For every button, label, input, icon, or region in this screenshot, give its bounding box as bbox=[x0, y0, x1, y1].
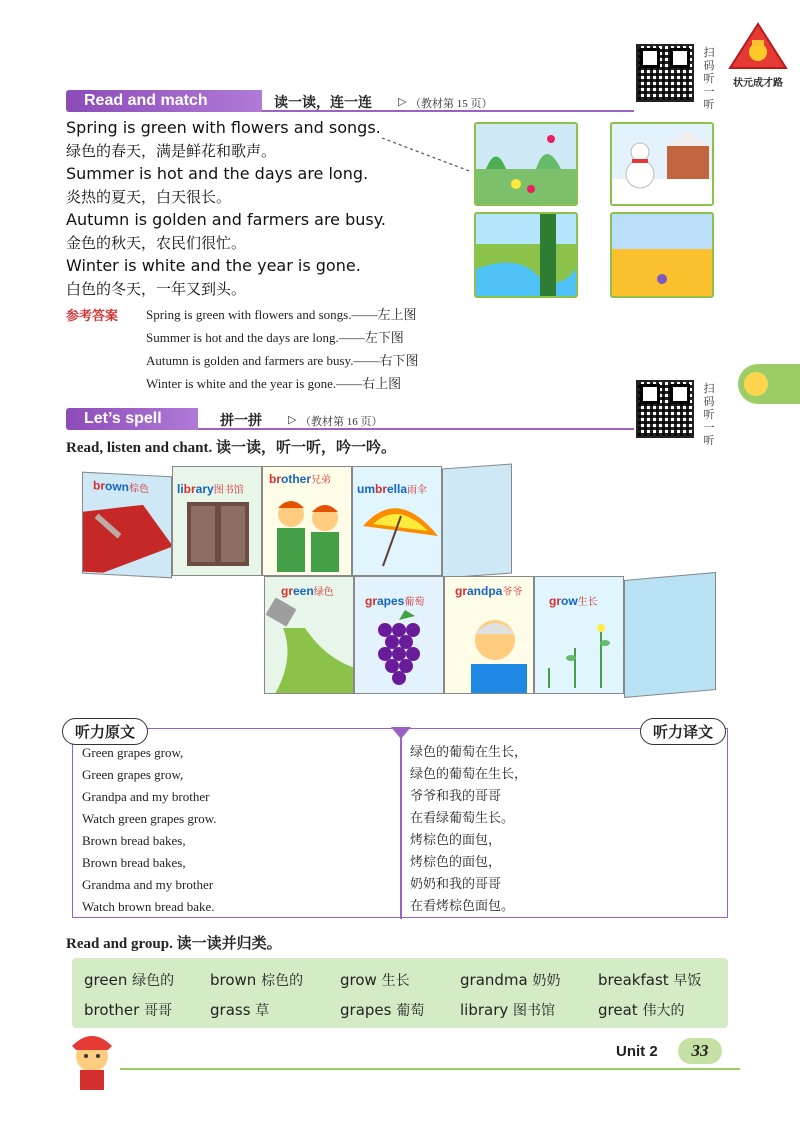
sentence-cn: 金色的秋天，农民们很忙。 bbox=[66, 234, 247, 252]
section-divider bbox=[198, 428, 634, 430]
panel-grapes[interactable]: grapes葡萄 bbox=[354, 576, 444, 694]
publisher-logo bbox=[728, 22, 788, 89]
qr-code-2[interactable] bbox=[636, 380, 694, 438]
word-item: grass 草 bbox=[210, 1001, 270, 1019]
panel-blank-flap bbox=[624, 572, 716, 698]
scan-label-1: 扫 码 听 一 听 bbox=[703, 46, 715, 111]
word-item: brown 棕色的 bbox=[210, 971, 304, 989]
original-line: Watch green grapes grow. bbox=[82, 811, 217, 826]
translation-line: 烤棕色的面包， bbox=[410, 833, 502, 848]
answer-label: 参考答案 bbox=[66, 309, 119, 324]
word-item: grapes 葡萄 bbox=[340, 1001, 425, 1019]
word-item: library 图书馆 bbox=[460, 1001, 556, 1019]
winter-picture[interactable] bbox=[610, 122, 714, 206]
divider-arrow bbox=[391, 727, 411, 739]
panel-blank-flap bbox=[442, 464, 512, 579]
original-line: Grandma and my brother bbox=[82, 877, 214, 892]
summer-picture[interactable] bbox=[474, 212, 578, 298]
translation-label: 听力译文 bbox=[640, 718, 726, 745]
footer-mascot bbox=[58, 1030, 128, 1092]
section-cn-title: 读一读，连一连 bbox=[274, 95, 372, 111]
autumn-picture[interactable] bbox=[610, 212, 714, 298]
sentence-cn: 炎热的夏天，白天很长。 bbox=[66, 188, 232, 206]
sentence-cn: 绿色的春天，满是鲜花和歌声。 bbox=[66, 142, 277, 160]
translation-line: 在看烤棕色面包。 bbox=[410, 899, 515, 914]
word-item: grow 生长 bbox=[340, 971, 410, 989]
translation-line: 烤棕色的面包， bbox=[410, 855, 502, 870]
translation-line: 在看绿葡萄生长。 bbox=[410, 811, 515, 826]
textbook-ref: （教材第 16 页） bbox=[300, 416, 383, 428]
answer-line: Spring is green with flowers and songs.——左上图 bbox=[146, 307, 417, 322]
word-panels-bottom bbox=[264, 576, 624, 694]
sentence-en: Spring is green with flowers and songs. bbox=[66, 118, 381, 137]
original-line: Green grapes grow, bbox=[82, 745, 184, 760]
footer-line bbox=[120, 1068, 740, 1070]
word-item: great 伟大的 bbox=[598, 1001, 685, 1019]
answer-line: Winter is white and the year is gone.——右上图 bbox=[146, 376, 402, 391]
play-icon[interactable]: ▷ bbox=[398, 96, 407, 108]
original-line: Grandpa and my brother bbox=[82, 789, 210, 804]
original-line: Brown bread bakes, bbox=[82, 833, 186, 848]
spring-picture[interactable] bbox=[474, 122, 578, 206]
panel-grow[interactable]: grow生长 bbox=[534, 576, 624, 694]
word-item: green 绿色的 bbox=[84, 971, 175, 989]
translation-line: 爷爷和我的哥哥 bbox=[410, 789, 502, 804]
panel-library[interactable]: library图书馆 bbox=[172, 466, 262, 576]
word-bank bbox=[72, 958, 728, 1028]
sentence-en: Summer is hot and the days are long. bbox=[66, 164, 369, 183]
chant-instruction: Read, listen and chant. 读一读，听一听，吟一吟。 bbox=[66, 440, 397, 456]
side-tab bbox=[738, 364, 800, 404]
group-instruction: Read and group. 读一读并归类。 bbox=[66, 936, 282, 952]
original-line: Green grapes grow, bbox=[82, 767, 184, 782]
qr-code-1[interactable] bbox=[636, 44, 694, 102]
panel-brown[interactable]: brown棕色 bbox=[82, 472, 172, 579]
scan-label-2: 扫 码 听 一 听 bbox=[703, 382, 715, 447]
original-label: 听力原文 bbox=[62, 718, 148, 745]
unit-label: Unit 2 bbox=[616, 1043, 658, 1060]
answer-list bbox=[146, 304, 418, 396]
sentence-en: Autumn is golden and farmers are busy. bbox=[66, 210, 387, 229]
translation-line: 绿色的葡萄在生长， bbox=[410, 745, 528, 760]
panel-umbrella[interactable]: umbrella雨伞 bbox=[352, 466, 442, 576]
answer-line: Summer is hot and the days are long.——左下图 bbox=[146, 330, 404, 345]
word-panels-top bbox=[82, 466, 442, 584]
word-item: grandma 奶奶 bbox=[460, 971, 561, 989]
listening-divider bbox=[400, 729, 402, 919]
section-title-read-match: Read and match bbox=[66, 90, 262, 112]
section-cn-title: 拼一拼 bbox=[220, 413, 262, 429]
word-item: brother 哥哥 bbox=[84, 1001, 173, 1019]
mascot-icon bbox=[744, 372, 768, 396]
word-item: breakfast 早饭 bbox=[598, 971, 702, 989]
translation-line: 绿色的葡萄在生长， bbox=[410, 767, 528, 782]
play-icon[interactable]: ▷ bbox=[288, 414, 297, 426]
textbook-ref: （教材第 15 页） bbox=[410, 98, 493, 110]
panel-brother[interactable]: brother兄弟 bbox=[262, 466, 352, 576]
sentence-en: Winter is white and the year is gone. bbox=[66, 256, 361, 275]
match-line bbox=[380, 136, 475, 176]
answer-line: Autumn is golden and farmers are busy.——右下图 bbox=[146, 353, 419, 368]
sentence-cn: 白色的冬天，一年又到头。 bbox=[66, 280, 247, 298]
translation-line: 奶奶和我的哥哥 bbox=[410, 877, 502, 892]
panel-green[interactable]: green绿色 bbox=[264, 576, 354, 694]
panel-grandpa[interactable]: grandpa爷爷 bbox=[444, 576, 534, 694]
logo-text: 状元成才路 bbox=[733, 78, 783, 89]
original-line: Brown bread bakes, bbox=[82, 855, 186, 870]
original-text bbox=[82, 742, 217, 918]
original-line: Watch brown bread bake. bbox=[82, 899, 215, 914]
page-number: 33 bbox=[678, 1038, 722, 1064]
section-title-lets-spell: Let’s spell bbox=[66, 408, 198, 430]
translation-text bbox=[410, 742, 527, 918]
